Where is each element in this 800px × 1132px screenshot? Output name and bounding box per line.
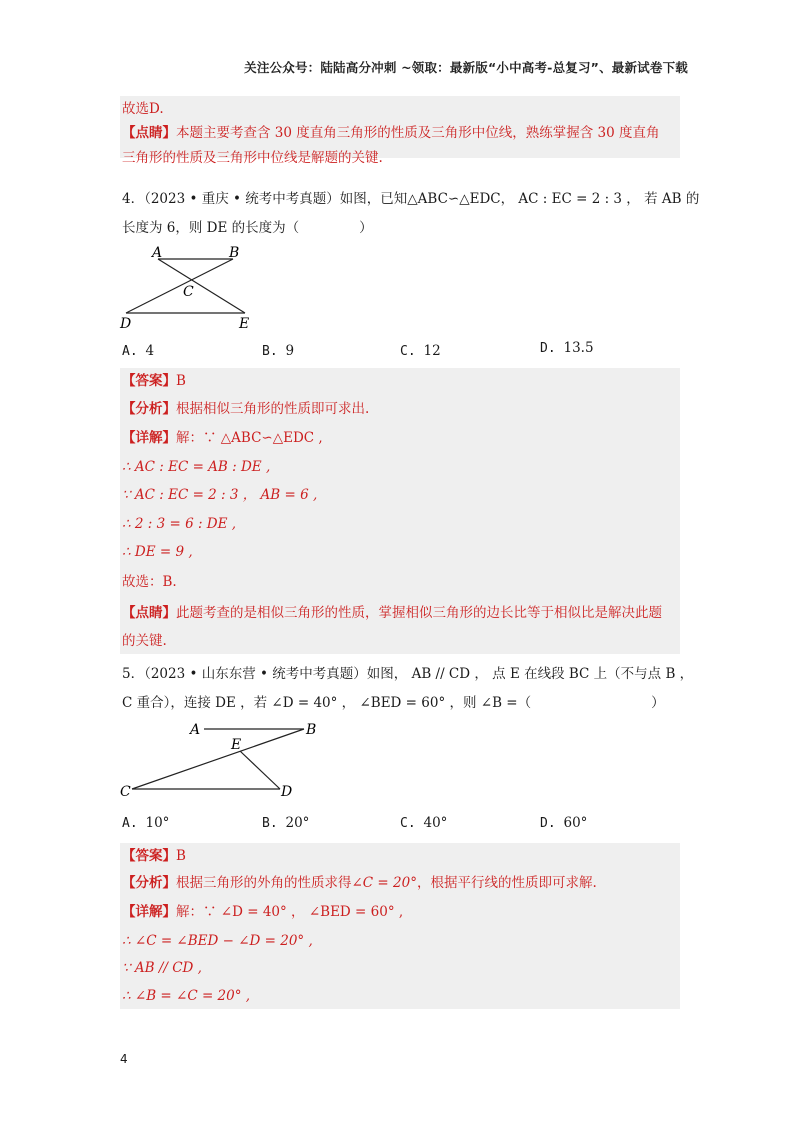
q5-option-a: A. 10° [122, 815, 170, 831]
page-number: 4 [120, 1052, 128, 1066]
q4-label-b: B [229, 245, 240, 261]
q5-option-c: C. 40° [400, 815, 448, 831]
q5-detail: 【详解】解：∵ ∠D = 40° ， ∠BED = 60° , [122, 904, 404, 920]
q4-label-d: D [120, 316, 132, 332]
q4-figure [118, 244, 268, 332]
q4-option-d: D. 13.5 [540, 340, 594, 356]
comment-tag: 【点睛】 [122, 125, 176, 141]
q5-stem-line1: 5．（2023 • 山东东营 • 统考中考真题）如图， AB // CD ， 点 E 在线段 BC 上（不与点 B ， [122, 666, 694, 682]
q5-label-d: D [281, 784, 293, 800]
q4-label-a: A [152, 245, 163, 261]
q4-step-4: ∴ DE = 9 , [122, 544, 193, 560]
q5-label-a: A [190, 722, 201, 738]
q4-label-e: E [239, 316, 250, 332]
q5-step-1: ∴ ∠C = ∠BED − ∠D = 20° , [122, 933, 313, 949]
q4-stem-line2: 长度为 6，则 DE 的长度为（ ） [122, 220, 373, 236]
q5-label-b: B [306, 722, 317, 738]
q5-step-3: ∴ ∠B = ∠C = 20° , [122, 988, 251, 1004]
q4-analysis: 【分析】根据相似三角形的性质即可求出. [122, 401, 370, 417]
prev-comment-cont: 三角形的性质及三角形中位线是解题的关键. [122, 150, 383, 166]
solution-block-q5 [120, 843, 680, 1009]
q4-step-1: ∴ AC : EC = AB : DE , [122, 459, 271, 475]
q4-label-c: C [183, 284, 194, 300]
q4-option-c: C. 12 [400, 343, 441, 359]
q5-label-c: C [120, 784, 131, 800]
q5-option-b: B. 20° [262, 815, 310, 831]
q4-option-a: A. 4 [122, 343, 155, 359]
q5-stem-line2: C 重合），连接 DE ，若 ∠D = 40° ， ∠BED = 60° ，则 ∠B =（ ） [122, 695, 665, 711]
q5-option-d: D. 60° [540, 815, 588, 831]
page-header: 关注公众号：陆陆高分冲刺 ~领取：最新版“小中高考-总复习”、最新试卷下载 [244, 60, 688, 75]
q4-comment: 【点睛】此题考查的是相似三角形的性质，掌握相似三角形的边长比等于相似比是解决此题 [122, 605, 662, 621]
prev-comment: 【点睛】本题主要考查含 30 度直角三角形的性质及三角形中位线，熟练掌握含 30 度直角 [122, 125, 660, 141]
q4-option-b: B. 9 [262, 343, 295, 359]
q4-detail: 【详解】解：∵ △ABC∽△EDC , [122, 430, 323, 446]
q5-step-2: ∵ AB // CD , [122, 960, 202, 976]
q4-step-3: ∴ 2 : 3 = 6 : DE , [122, 516, 237, 532]
q5-label-e: E [231, 737, 242, 753]
q5-analysis: 【分析】根据三角形的外角的性质求得∠C = 20°，根据平行线的性质即可求解. [122, 875, 597, 891]
q4-answer: 【答案】B [122, 373, 186, 389]
q4-step-2: ∵ AC : EC = 2 : 3 ， AB = 6 , [122, 487, 318, 503]
q4-stem-line1: 4．（2023 • 重庆 • 统考中考真题）如图，已知△ABC∽△EDC， AC : EC = 2 : 3 ， 若 AB 的 [122, 191, 700, 207]
q4-comment-cont: 的关键. [122, 633, 167, 649]
q4-conclusion: 故选：B. [122, 574, 177, 590]
prev-conclusion: 故选D. [122, 101, 164, 117]
q5-answer: 【答案】B [122, 848, 186, 864]
q5-figure [118, 716, 318, 800]
